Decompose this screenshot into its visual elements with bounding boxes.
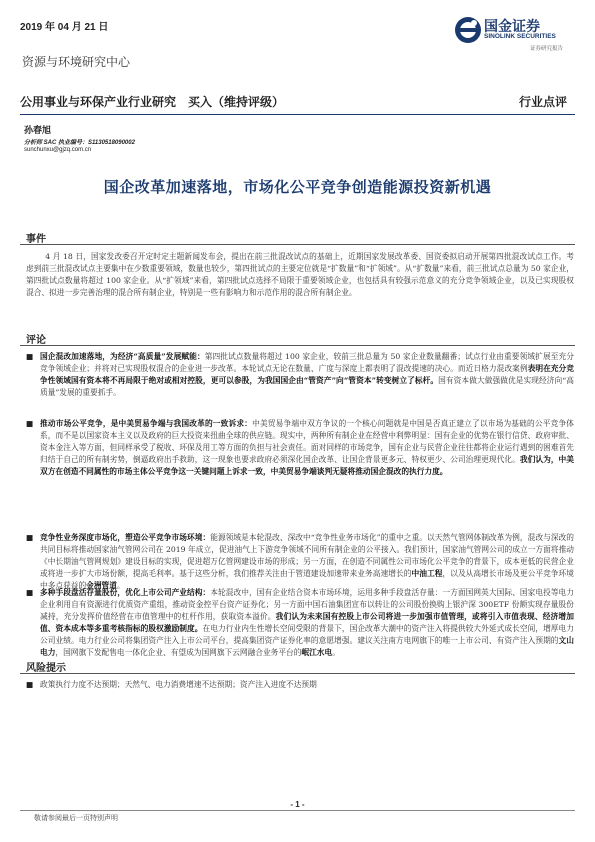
comment-point [26,418,574,478]
analyst-name: 孙春旭 [24,126,52,136]
report-title-bar [20,90,575,115]
comment-point [26,532,574,592]
bullet-icon: ■ [26,533,34,542]
risk-point [26,679,574,691]
point-lead: 竞争性业务深度市场化，塑造公平竞争市场环境： [40,533,211,542]
divider [20,673,575,674]
bullet-icon: ■ [26,680,34,689]
point-emphasis: 我们认为，中美双方在创造不同属性的市场主体公平竞争这一关键问题上诉求一致，中美贸易争端谈判无疑将推动国企混改的执行力度。 [40,455,574,477]
point-emphasis: 表明在充分竞争性领域国有资本将不再局限于绝对或相对控股，更可以参股，为我国国企由“管资产”向“管资本”转变树立了标杆。 [40,364,574,386]
logo-name-cn: 国金证券 [484,19,540,35]
divider [20,345,575,346]
point-emphasis: 岷江水电 [301,648,333,658]
event-heading: 事件 [26,234,46,245]
point-text: ，国网旗下发配售电一体化企业、有望成为国网旗下云网融合业务平台的 [55,648,302,658]
headline: 国企改革加速落地，市场化公平竞争创造能源投资新机遇 [103,178,492,196]
point-text: 在电力行业内生性增长空间受限的背景下，国企改革大潮中的资产注入将提供较大外延式成长空间，增厚电力公司业绩。电力行业公司将集团资产注入上市公司平台，提高集团资产证券化率的意愿增强。建议关注南方电网旗下的唯一上市公司、有资产注入预期的 [40,624,574,646]
logo-name-en: SINOLINK SECURITIES [484,33,556,40]
point-emphasis: 文山电力 [40,636,574,658]
point-text: 国有资本做大做强做优是实现经济向“高质量”发展的重要抓手。 [40,376,574,398]
report-date: 2019 年 04 月 21 日 [20,22,109,33]
report-type: 行业点评 [518,95,567,109]
comment-heading: 评论 [26,335,46,346]
comment-point [26,587,574,660]
point-text: 第四批试点数量将超过 100 家企业，较前三批总量为 50 家企业数量翻番；试点行业由重要领域扩展至充分竞争领域企业；并将对已实现股权混合的企业进一步改革。本轮试点无论在数量、广度与深度上都表明了混改提速的决心。而近日格力混改案例 [40,352,574,374]
point-emphasis: 中油工程 [411,569,443,579]
point-lead: 推动市场公平竞争，是中美贸易争端与我国改革的一致诉求： [40,419,253,428]
point-text: 。 [332,648,340,658]
footer-divider [20,810,575,811]
risk-text: 政策执行力度不达预期；天然气、电力消费增速不达预期；资产注入进度不达预期 [40,680,317,689]
footer-disclaimer: 敬请参阅最后一页特别声明 [34,814,118,822]
point-lead: 国企混改加速落地，为经济“高质量”发展赋能： [40,352,205,361]
analyst-id: 分析师 SAC 执业编号：S1130518090002 [24,140,135,146]
point-text: 本轮混改中，国有企业结合资本市场环境，运用多种手段盘活存量：一方面国网英大国际、国家电投等电力企业利用自有资源进行优质资产重组，推动资金控平台资产证券化；另一方面中国石油集团宣布以转让的公司股份换购上银沪深 300ETF 份额实现存量股份减持，充分发挥价值经营在市值管理中的杠杆作用，获取资本溢价。 [40,588,574,622]
point-emphasis: 我们认为未来国有控股上市公司将进一步加强市值管理，或将引入市值表现、经济增加值、资本成本等多重考核指标的股权激励制度。 [40,612,574,634]
point-lead: 多种手段盘活存量股份，优化上市公司产业结构： [40,588,211,597]
department-name: 资源与环境研究中心 [22,55,131,69]
point-text: ，以及从高增长市场及更公平竞争环境中多点获益的 [40,569,574,591]
logo-mark-icon [454,16,482,44]
point-text: 。 [116,581,125,591]
page-number: - 1 - [290,800,305,809]
point-text: 中美贸易争端中双方争议的一个核心问题就是中国是否真正建立了以市场为基础的公平竞争体系，而不是以国家资本主义以及政府的巨大投资来扭曲全球的供应链。现实中，两种所有制企业在经营中利弊明显：国有企业的优势在银行信贷、政府审批、资本金注入等方面，但同样承受了税收、环保及用工等方面的负担与社会责任。面对同样的市场竞争，国有企业与民营企业往往都将企业运行遇到的困难首先归结于自己的所有制劣势，倒逼政府出手救助，这一现象也要求政府必须深化国企改革、让国企背景更多元、特权更少、公司治理更现代化。 [40,419,574,465]
bullet-icon: ■ [26,588,34,597]
company-logo [454,14,574,54]
analyst-email[interactable]: sunchunxu@gjzq.com.cn [24,147,92,153]
point-text: 能源领域是本轮混改、深改中“竞争性业务市场化”的重中之重。以天然气管网体制改革为例，混改与深改的共同目标将推动国家油气管网公司在 2019 年成立，促进油气上下游竞争领域不同所有制企业的公平接入。我们预计，国家油气管网公司的成立一方面将推动《中长期油气管网规划》建设目标的实现，促进超万亿管网建设市场的形成；另一方面，在创造不同属性公司市场化公平竞争的背景下，成本更低的民营企业或将进一步扩大市场份额，提高毛利率。基于这些分析，我们推荐关注由于管道建设加速带来业务高速增长的 [40,533,574,579]
logo-tagline: 证券研究报告 [530,46,564,52]
risk-heading: 风险提示 [26,663,66,674]
bullet-icon: ■ [26,352,34,361]
divider [20,244,575,245]
point-emphasis: 金洲管道 [86,581,117,591]
bullet-icon: ■ [26,419,34,428]
event-body: 4 月 18 日，国家发改委召开定时定主题新闻发布会，提出在前三批混改试点的基础上，近期国家发展改革委、国资委拟启动开展第四批混改试点工作。考虑到前三批混改试点主要集中在少数重要领域，数量也较少，第四批试点的主要定位就是“扩数量”和“扩领域”。从“扩数量”来看，前三批试点总量为 50 家企业，第四批试点数量将超过 100 家企业。从“扩领域”来看，第四批试点选择不局限于重要领域企业，也包括具有较强示范意义的充分竞争领域企业，以及已实现股权混合、拟进一步完善治理的混合所有制企业，特别是一些有影响力和示范作用的混合所有制企业。 [26,252,574,298]
report-title: 公用事业与环保产业行业研究 买入（维持评级） [20,95,285,109]
comment-point [26,351,574,399]
